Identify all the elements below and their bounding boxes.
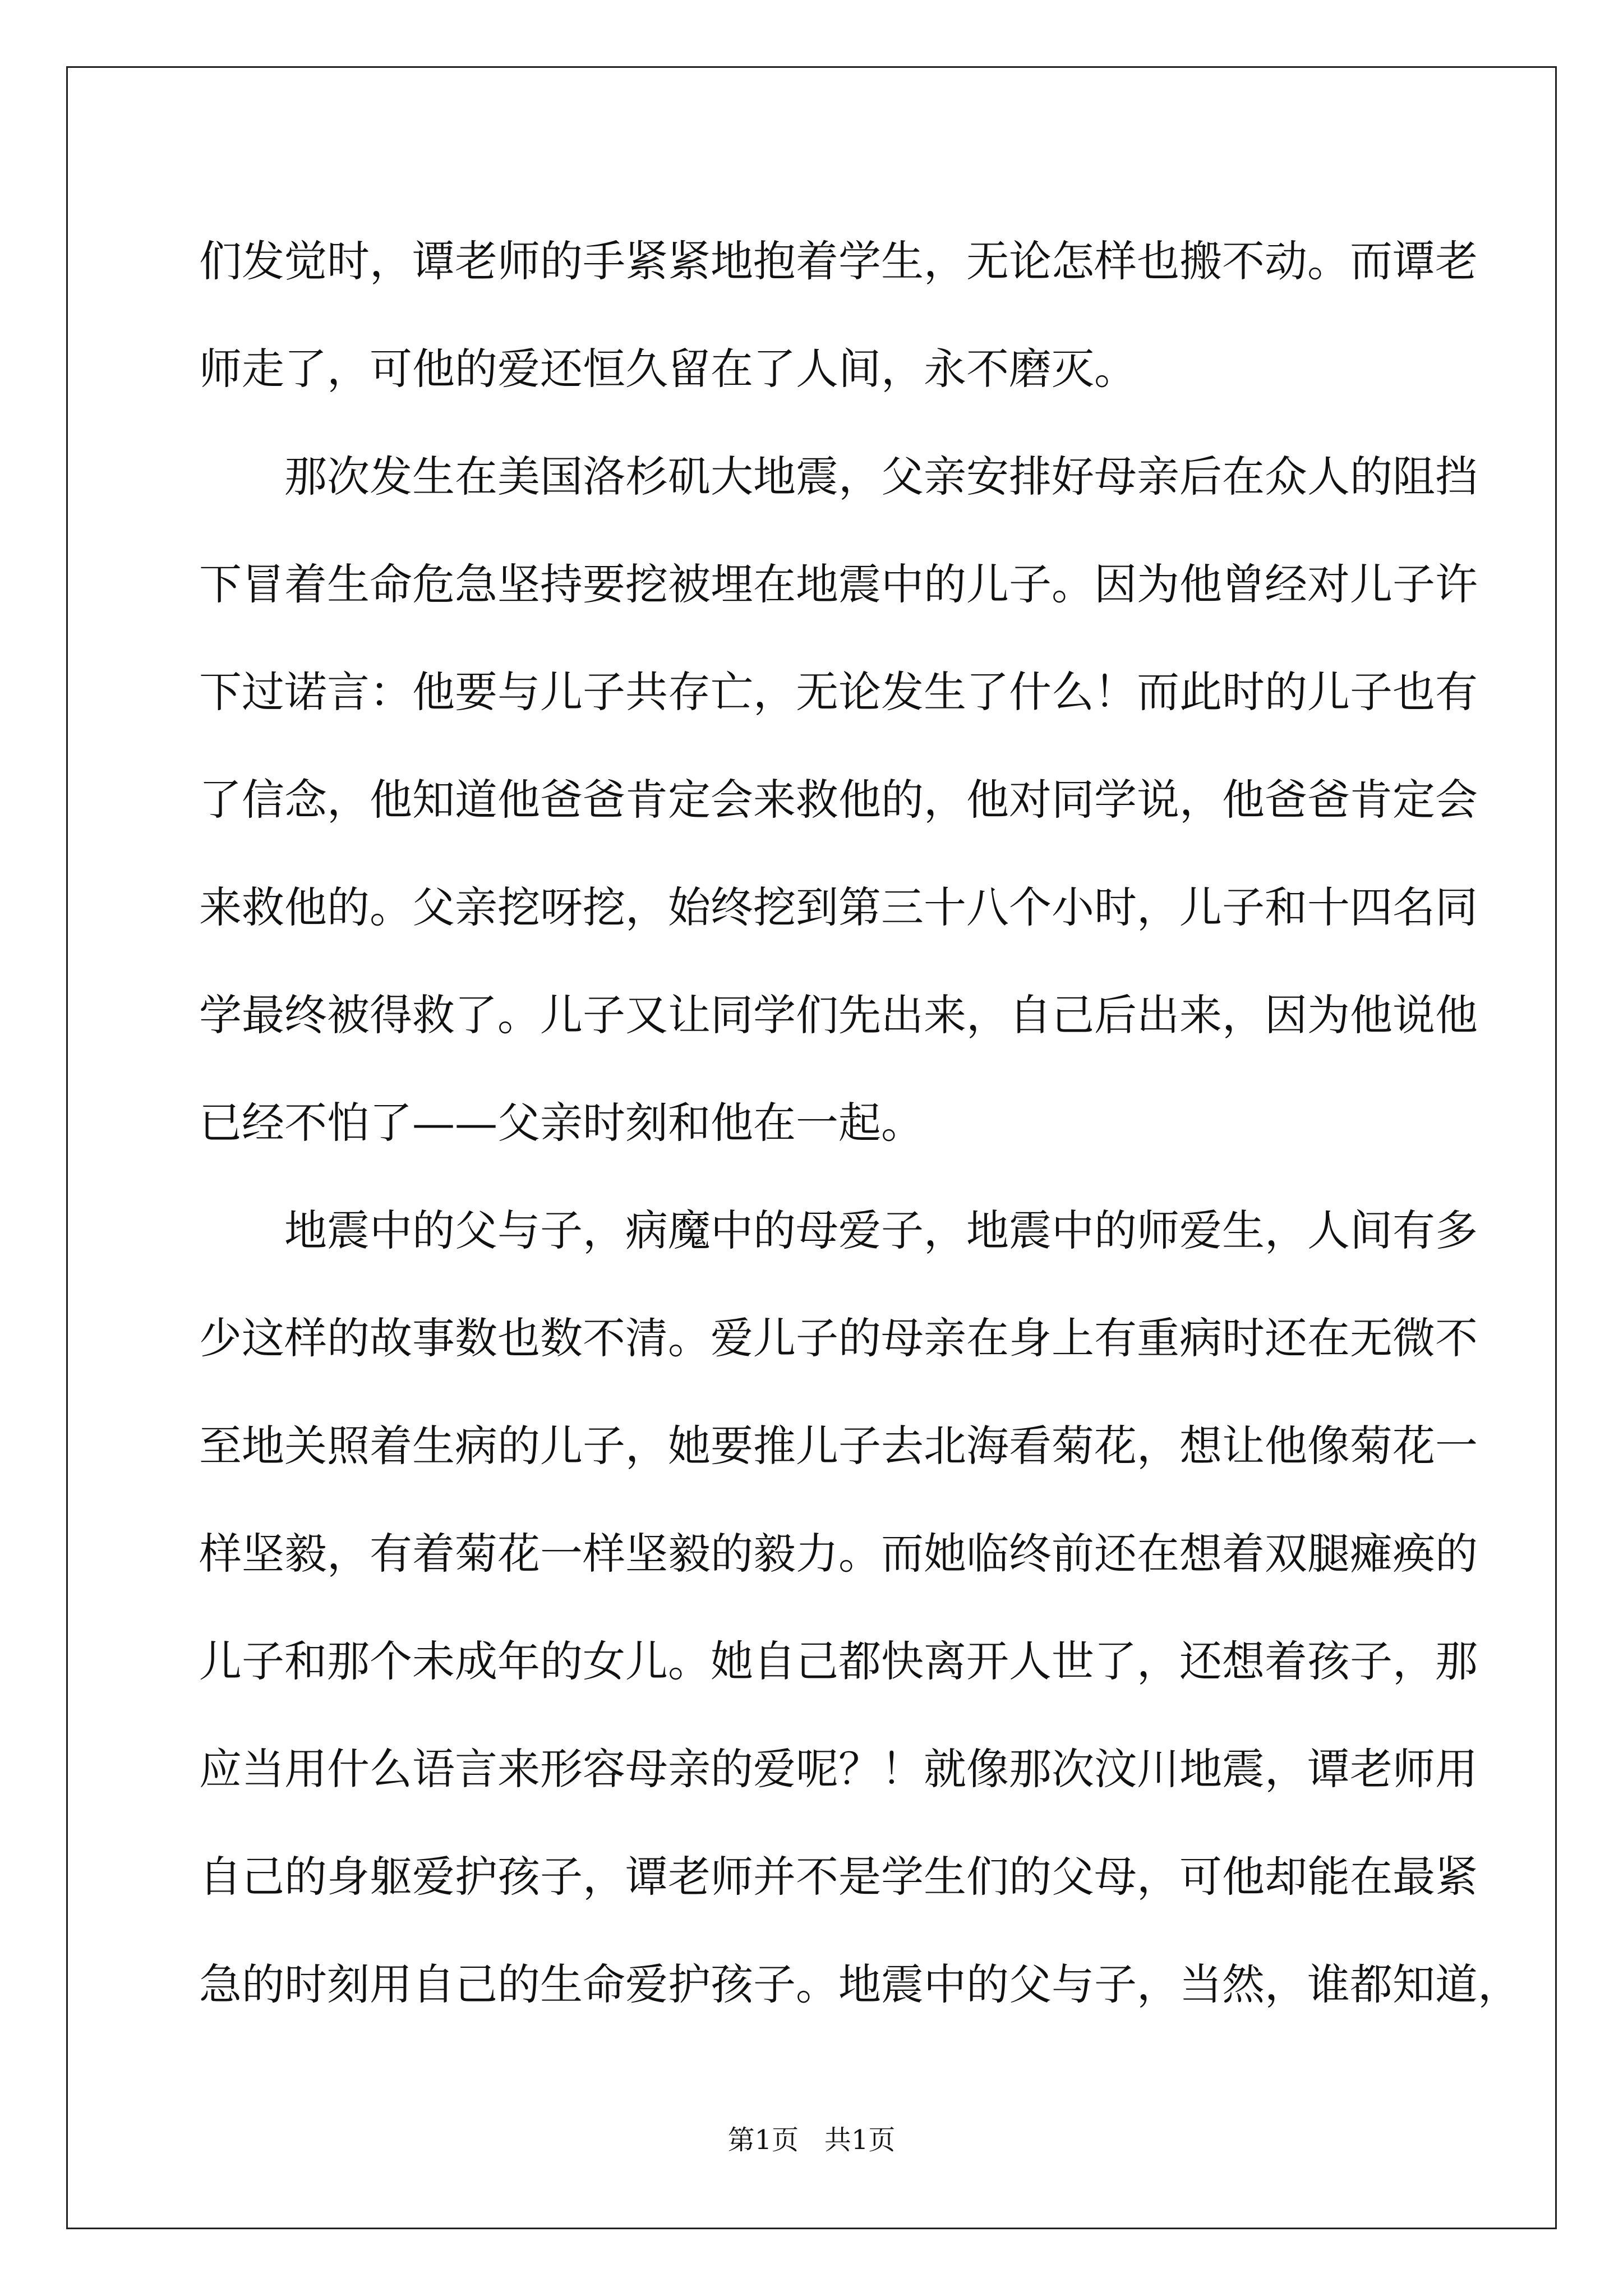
- text-line: 师走了，可他的爱还恒久留在了人间，永不磨灭。: [199, 344, 1137, 394]
- text-line: 样坚毅，有着菊花一样坚毅的毅力。而她临终前还在想着双腿瘫痪的: [199, 1529, 1478, 1579]
- paragraph-start-line: 地震中的父与子，病魔中的母爱子，地震中的师爱生，人间有多: [284, 1205, 1478, 1255]
- text-line: 们发觉时，谭老师的手紧紧地抱着学生，无论怎样也搬不动。而谭老: [199, 236, 1478, 286]
- text-line: 了信念，他知道他爸爸肯定会来救他的，他对同学说，他爸爸肯定会: [199, 775, 1478, 825]
- text-line: 下冒着生命危急坚持要挖被埋在地震中的儿子。因为他曾经对儿子许: [199, 559, 1478, 609]
- text-line: 应当用什么语言来形容母亲的爱呢？！就像那次汶川地震，谭老师用: [199, 1744, 1478, 1794]
- text-line: 来救他的。父亲挖呀挖，始终挖到第三十八个小时，儿子和十四名同: [199, 882, 1478, 932]
- text-line: 急的时刻用自己的生命爱护孩子。地震中的父与子，当然，谁都知道，: [199, 1959, 1520, 2009]
- page-footer: 第1页 共1页: [727, 2124, 896, 2156]
- text-line: 学最终被得救了。儿子又让同学们先出来，自己后出来，因为他说他: [199, 990, 1478, 1040]
- text-line: 少这样的故事数也数不清。爱儿子的母亲在身上有重病时还在无微不: [199, 1313, 1478, 1363]
- text-line: 儿子和那个未成年的女儿。她自己都快离开人世了，还想着孩子，那: [199, 1636, 1478, 1686]
- paragraph-start-line: 那次发生在美国洛杉矶大地震，父亲安排好母亲后在众人的阻挡: [284, 452, 1478, 501]
- document-body: [199, 208, 1520, 2039]
- text-line: 至地关照着生病的儿子，她要推儿子去北海看菊花，想让他像菊花一: [199, 1421, 1478, 1471]
- text-line: 下过诺言：他要与儿子共存亡，无论发生了什么！而此时的儿子也有: [199, 667, 1478, 717]
- text-line: 自己的身躯爱护孩子，谭老师并不是学生们的父母，可他却能在最紧: [199, 1852, 1478, 1902]
- text-line: 已经不怕了——父亲时刻和他在一起。: [199, 1098, 924, 1148]
